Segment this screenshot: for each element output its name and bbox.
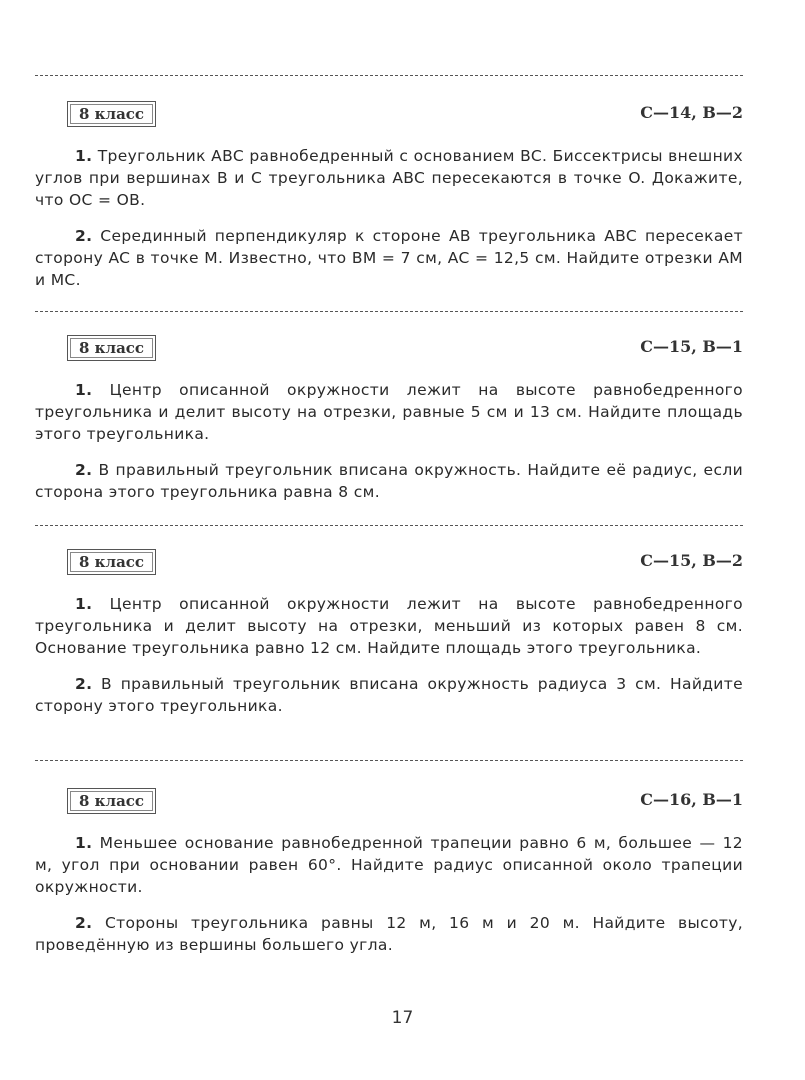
variant-code: С—15, В—2: [640, 551, 743, 570]
problem-number: 2.: [75, 914, 93, 932]
section-c16-v1: [35, 788, 743, 970]
problem-1: [35, 145, 743, 211]
problem-2: [35, 225, 743, 291]
problem-text: В правильный треугольник вписана окружность. Найдите её радиус, если сторона этого треугольника равна 8 см.: [35, 461, 743, 501]
problem-2: [35, 673, 743, 717]
section-c14-v2: [35, 101, 743, 305]
problem-1: [35, 832, 743, 898]
problem-text: Меньшее основание равнобедренной трапеции равно 6 м, большее — 12 м, угол при основании равен 60°. Найдите радиус описанной около трапеции окружности.: [35, 834, 743, 896]
grade-badge: 8 класс: [67, 788, 156, 814]
problem-1: [35, 593, 743, 659]
problem-text: Центр описанной окружности лежит на высоте равнобедренного треугольника и делит высоту на отрезки, равные 5 см и 13 см. Найдите площадь этого треугольника.: [35, 381, 743, 443]
problem-1: [35, 379, 743, 445]
problem-number: 2.: [75, 675, 93, 693]
problem-text: Стороны треугольника равны 12 м, 16 м и 20 м. Найдите высоту, проведённую из вершины большего угла.: [35, 914, 744, 954]
section-divider: [35, 311, 743, 312]
problem-text: Треугольник ABC равнобедренный с основанием BC. Биссектрисы внешних углов при вершинах B и C треугольника ABC пересекаются в точке O. Докажите, что OC = OB.: [35, 147, 743, 209]
section-header: [35, 335, 743, 367]
page-number: 17: [391, 1008, 414, 1028]
grade-badge: 8 класс: [67, 335, 156, 361]
section-c15-v1: [35, 335, 743, 517]
grade-badge: 8 класс: [67, 101, 156, 127]
variant-code: С—15, В—1: [640, 337, 743, 356]
problem-text: В правильный треугольник вписана окружность радиуса 3 см. Найдите сторону этого треугольника.: [35, 675, 743, 715]
problem-2: [35, 459, 743, 503]
section-header: [35, 788, 743, 820]
section-header: [35, 101, 743, 133]
section-divider: [35, 75, 743, 76]
problem-number: 2.: [75, 227, 93, 245]
problem-2: [35, 912, 743, 956]
section-header: [35, 549, 743, 581]
problem-number: 1.: [75, 147, 93, 165]
problem-number: 1.: [75, 834, 93, 852]
problem-number: 1.: [75, 381, 93, 399]
problem-text: Центр описанной окружности лежит на высоте равнобедренного треугольника и делит высоту на отрезки, меньший из которых равен 8 см. Основание треугольника равно 12 см. Найдите площадь этого треугольника.: [35, 595, 743, 657]
problem-number: 2.: [75, 461, 93, 479]
section-divider: [35, 760, 743, 761]
problem-number: 1.: [75, 595, 93, 613]
section-divider: [35, 525, 743, 526]
variant-code: С—16, В—1: [640, 790, 743, 809]
variant-code: С—14, В—2: [640, 103, 743, 122]
grade-badge: 8 класс: [67, 549, 156, 575]
problem-text: Серединный перпендикуляр к стороне AB треугольника ABC пересекает сторону AC в точке M. Известно, что BM = 7 см, AC = 12,5 см. Найдите отрезки AM и MC.: [35, 227, 743, 289]
section-c15-v2: [35, 549, 743, 731]
